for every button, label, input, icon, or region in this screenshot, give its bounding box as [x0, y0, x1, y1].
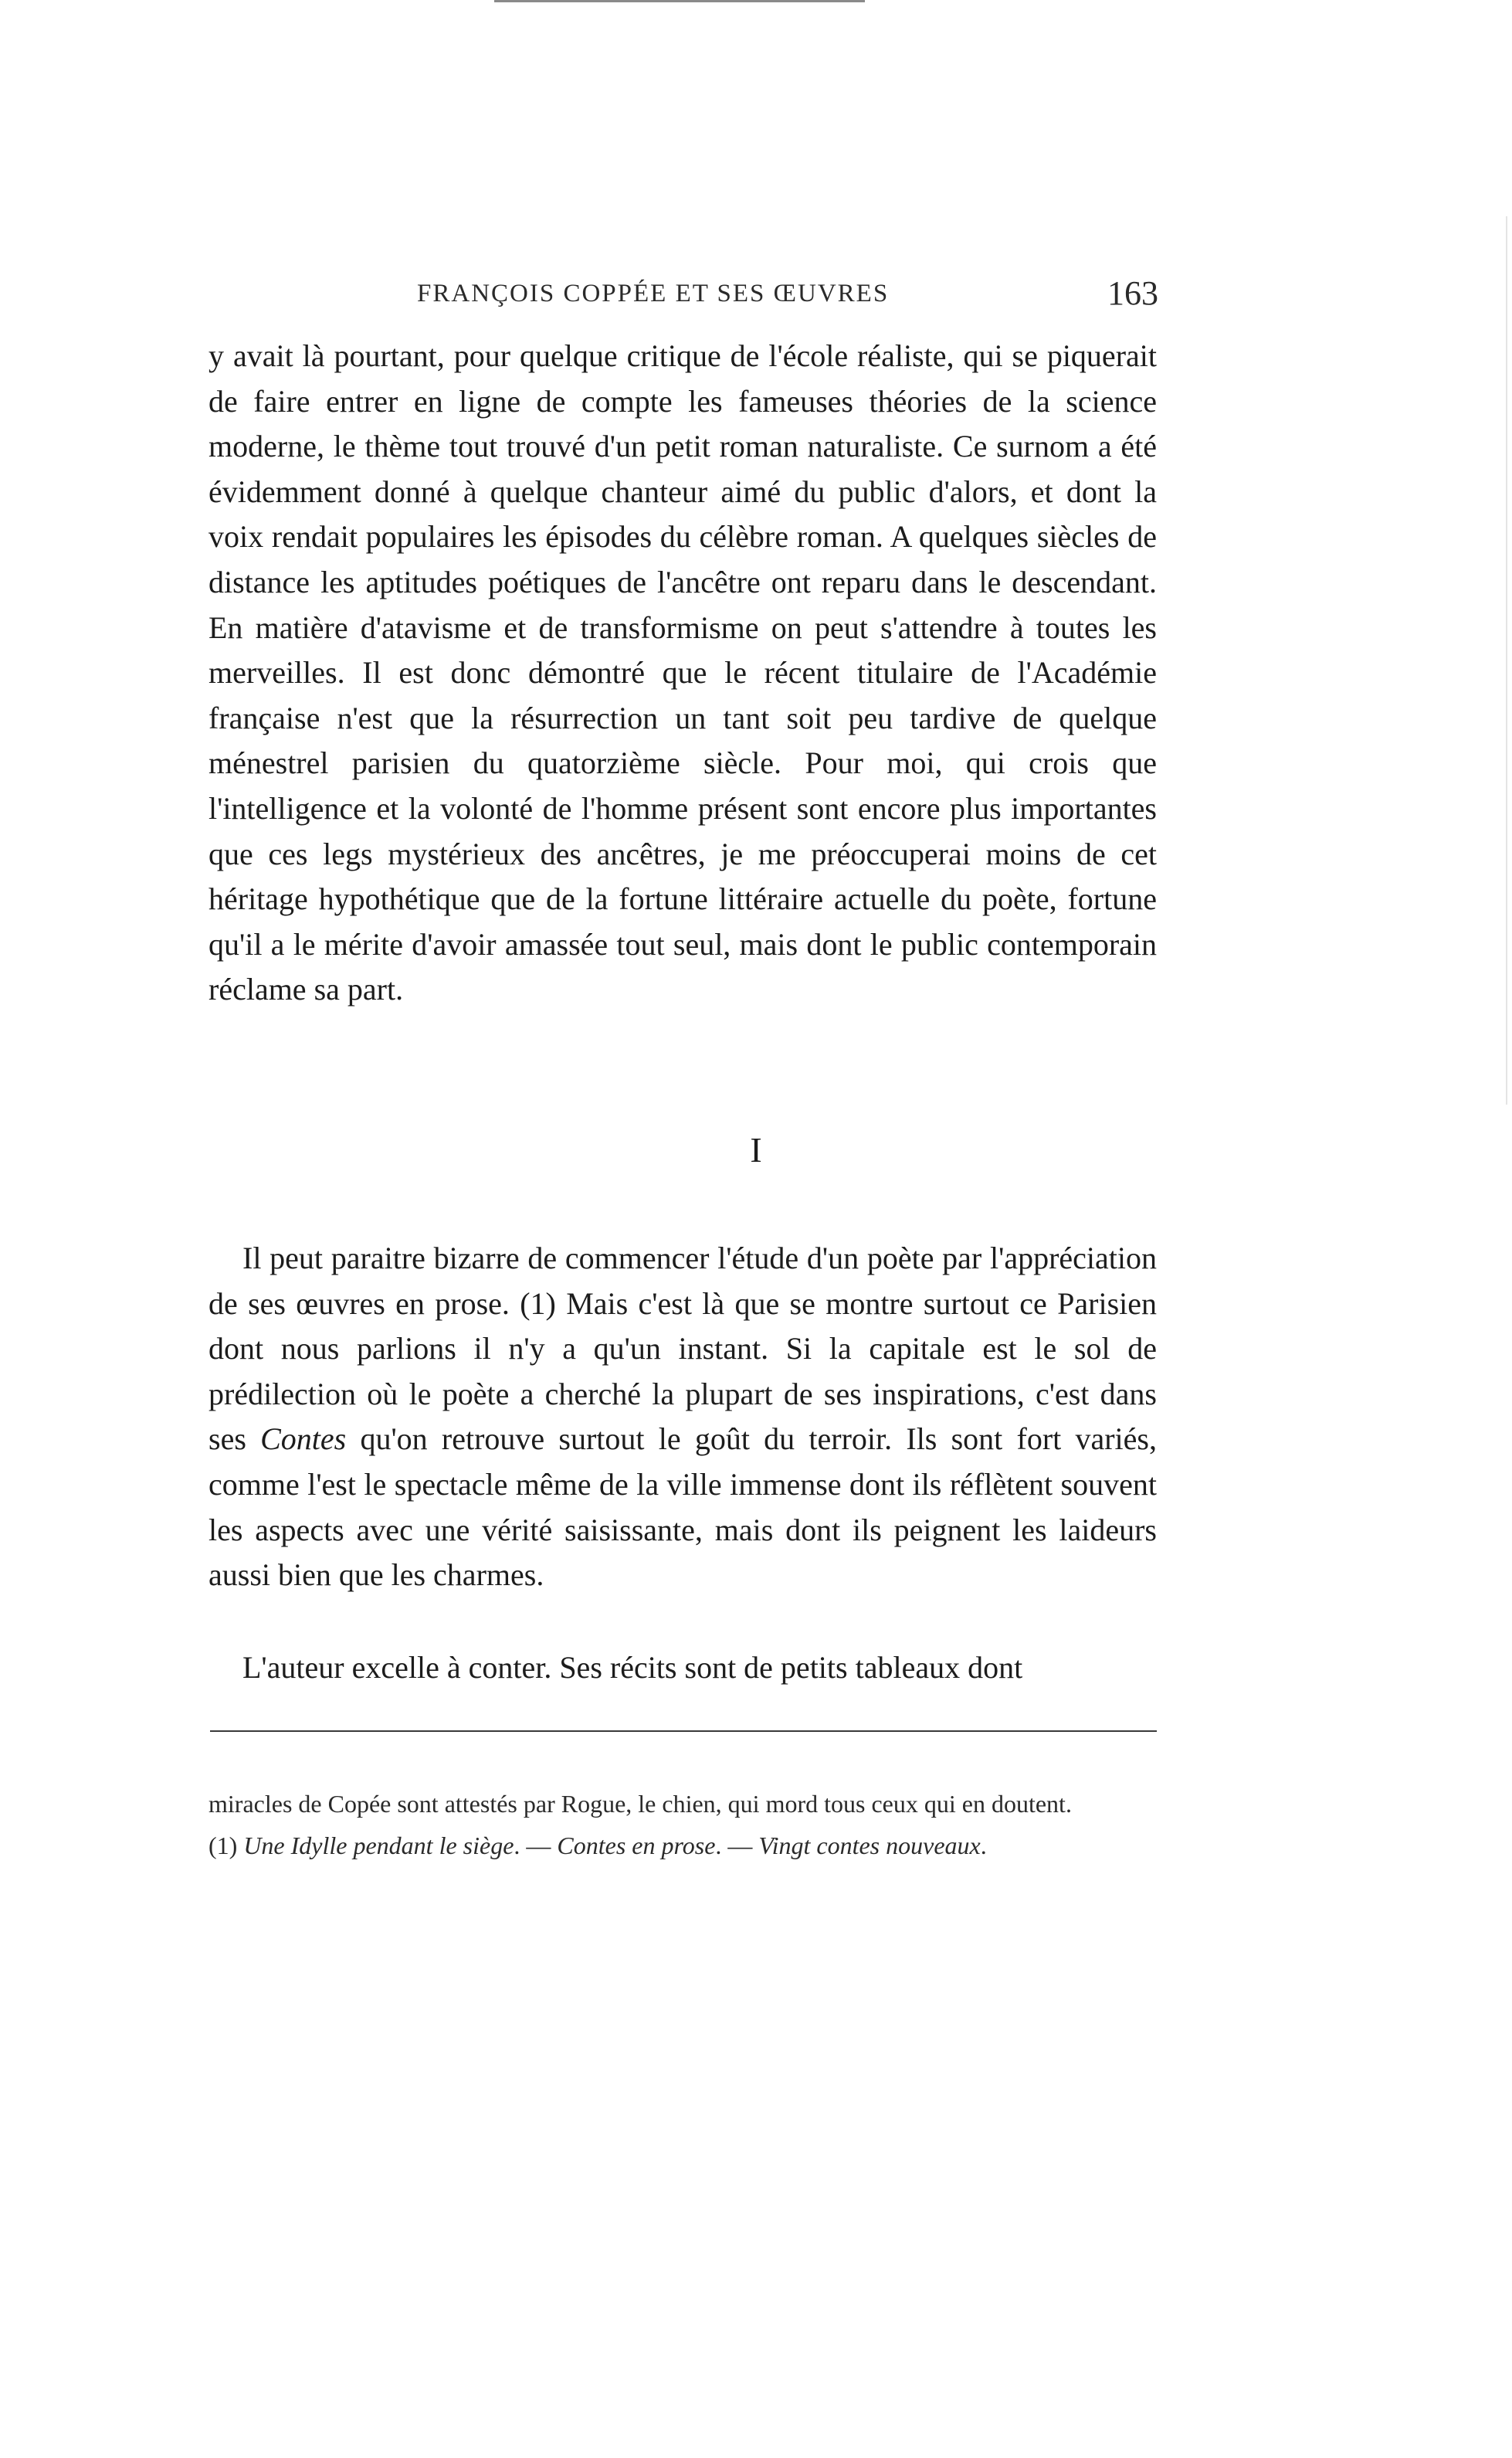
scan-edge-rule — [494, 0, 865, 2]
footnote-1-separator-1: . — — [514, 1832, 558, 1859]
section-heading: I — [750, 1130, 762, 1170]
paragraph-2 — [208, 1236, 1157, 1598]
footnote-separator — [210, 1730, 1157, 1732]
page-header — [208, 272, 1158, 326]
running-title: FRANÇOIS COPPÉE ET SES ŒUVRES — [417, 280, 890, 307]
footnote-1-end: . — [980, 1832, 987, 1859]
paragraph-1: y avait là pourtant, pour quelque critique de l'école réaliste, qui se piquerait de faire entrer en ligne de compte les fameuses théories de la science moderne, le thème tout trouvé d'un petit roman naturaliste. Ce surnom a été évidemment donné à quelque chanteur aimé du public d'alors, et dont la voix rendait populaires les épisodes du célèbre roman. A quelques siècles de distance les aptitudes poétiques de l'ancêtre ont reparu dans le descendant. En matière d'atavisme et de transformisme on peut s'attendre à toutes les merveilles. Il est donc démontré que le récent titulaire de l'Académie française n'est que la résurrection un tant soit peu tardive de quelque ménestrel parisien du quatorzième siècle. Pour moi, qui crois que l'intelligence et la volonté de l'homme présent sont encore plus importantes que ces legs mystérieux des ancêtres, je me préoccuperai moins de cet héritage hypothétique que de la fortune littéraire actuelle du poète, fortune qu'il a le mérite d'avoir amassée tout seul, mais dont le public contemporain réclame sa part. — [208, 338, 1157, 1007]
paragraph-2-text-b: qu'on retrouve surtout le goût du terroir. Ils sont fort variés, comme l'est le spectacle même de la ville immense dont ils réflètent souvent les aspects avec une vérité saisissante, mais dont ils peignent les laideurs aussi bien que les charmes. — [208, 1421, 1157, 1593]
footnote-1-marker: (1) — [208, 1832, 244, 1859]
paragraph-2-text-a: Il peut paraitre bizarre de commencer l'étude d'un poète par l'appréciation de ses œuvres en prose. (1) Mais c'est là que se montre surtout ce Parisien dont nous parlions il n'y a qu'un instant. Si la capitale est le sol de prédilection où le poète a cherché la plupart de ses inspirations, c'est dans ses — [208, 1241, 1157, 1457]
paragraph-2-italic-title: Contes — [260, 1421, 347, 1457]
paragraph-3: L'auteur excelle à conter. Ses récits sont de petits tableaux dont — [242, 1650, 1023, 1685]
page-number: 163 — [1107, 274, 1158, 312]
footnote-1-separator-2: . — — [715, 1832, 759, 1859]
footnote-1 — [208, 1828, 1157, 1863]
footnote-1-title-a: Une Idylle pendant le siège — [243, 1832, 514, 1859]
footnotes — [208, 1786, 1157, 1863]
footnote-1-title-c: Vingt contes nouveaux — [758, 1832, 981, 1859]
footnote-1-title-b: Contes en prose — [557, 1832, 716, 1859]
footnote-continuation: miracles de Copée sont attestés par Rogue, le chien, qui mord tous ceux qui en doutent. — [208, 1790, 1072, 1818]
scan-margin-shadow — [1506, 216, 1507, 1105]
